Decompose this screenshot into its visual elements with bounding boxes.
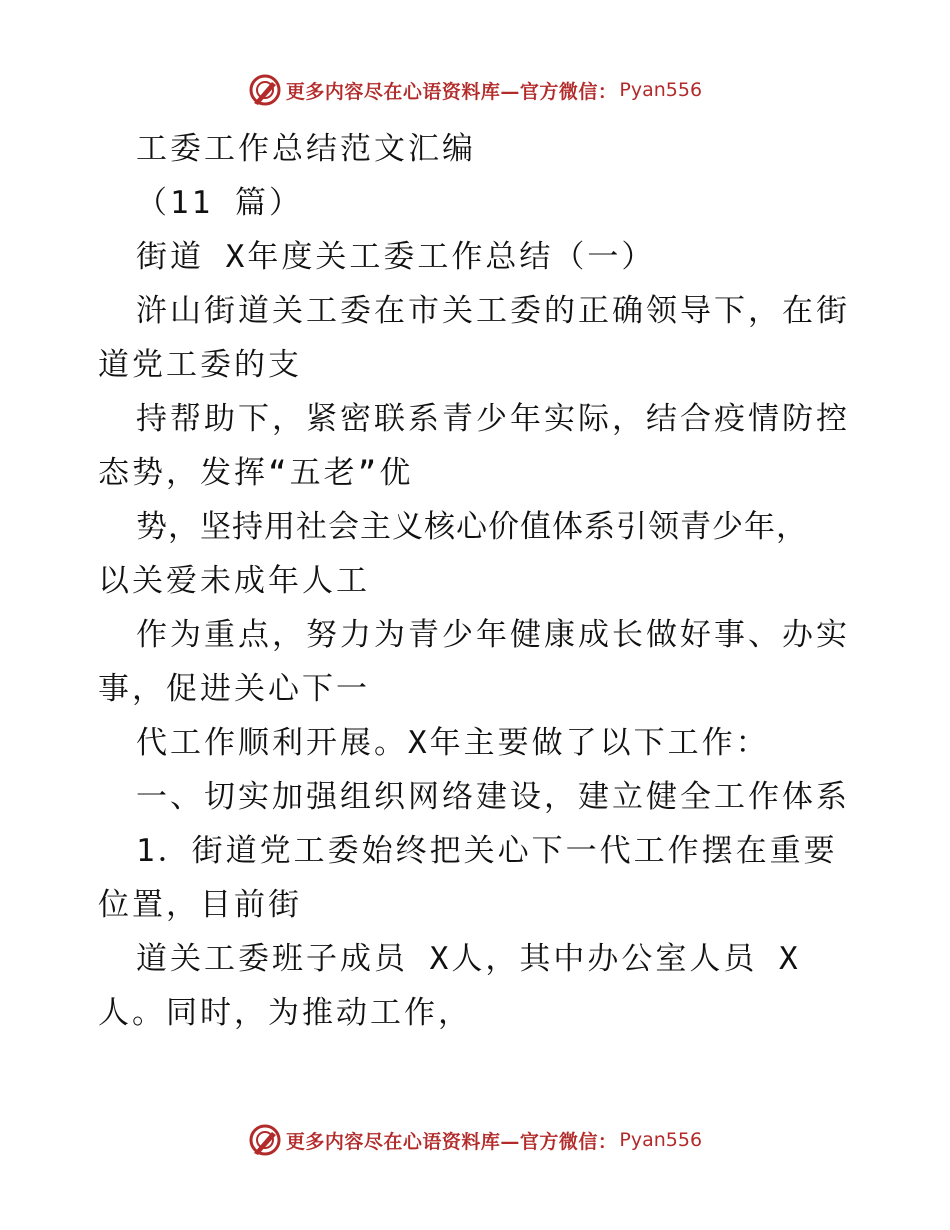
paragraph-line: 1．街道党工委始终把关心下一代工作摆在重要	[136, 833, 838, 869]
paragraph-line: 态势，发挥“五老”优	[98, 455, 414, 491]
pen-logo-icon	[248, 1123, 282, 1157]
pen-logo-icon	[248, 73, 282, 107]
paragraph-line: 持帮助下，紧密联系青少年实际，结合疫情防控	[136, 401, 850, 437]
header-banner	[0, 68, 950, 112]
paragraph-line: 道关工委班子成员 X人，其中办公室人员 X	[136, 941, 801, 977]
paragraph-line: 位置，目前街	[98, 887, 302, 923]
footer-wechat-handle: Pyan556	[619, 1129, 703, 1151]
doc-title: 工委工作总结范文汇编	[136, 131, 476, 167]
paragraph-line: 事，促进关心下一	[98, 671, 370, 707]
footer-slogan: 更多内容尽在心语资料库—官方微信：	[285, 1130, 618, 1153]
section-heading: 街道 X年度关工委工作总结（一）	[136, 239, 656, 275]
paragraph-line: 代工作顺利开展。X年主要做了以下工作：	[136, 725, 770, 761]
header-slogan: 更多内容尽在心语资料库—官方微信：	[285, 80, 618, 103]
paragraph-line: 以关爱未成年人工	[98, 563, 370, 599]
doc-subtitle: （11 篇）	[136, 185, 303, 221]
paragraph-line: 浒山街道关工委在市关工委的正确领导下，在街	[136, 293, 850, 329]
paragraph-line: 作为重点，努力为青少年健康成长做好事、办实	[136, 617, 850, 653]
footer-banner	[0, 1118, 950, 1162]
header-wechat-handle: Pyan556	[619, 79, 703, 101]
subsection-heading: 一、切实加强组织网络建设，建立健全工作体系	[136, 779, 850, 815]
document-body	[98, 122, 878, 1040]
paragraph-line: 道党工委的支	[98, 347, 302, 383]
paragraph-line: 人。同时，为推动工作，	[98, 995, 472, 1031]
paragraph-line: 势，坚持用社会主义核心价值体系引领青少年，	[136, 509, 808, 545]
